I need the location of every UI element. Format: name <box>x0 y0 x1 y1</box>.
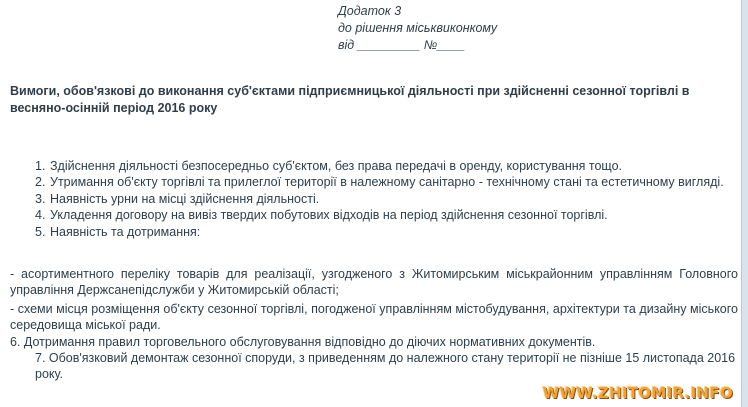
list-item <box>35 191 735 207</box>
site-watermark-logo: WWW.ZHITOMIR.INFO <box>542 384 733 402</box>
item-text: Наявність урни на місці здійснення діяльності. <box>50 191 320 206</box>
requirements-list <box>35 158 735 240</box>
item-seven: 7. Обов'язковий демонтаж сезонної споруди, з приведенням до належного стану території не пізніше 15 листопада 2016 року. <box>35 351 736 382</box>
item-text: Укладення договору на вивіз твердих побутових відходів на період здійснення сезонної торгівлі. <box>50 208 608 223</box>
item-number: 1. <box>35 159 46 173</box>
item-number: 4. <box>35 208 46 223</box>
subitem-assortment: - асортиментного переліку товарів для реалізації, узгодженого з Житомирським міськрайонним управлінням Головного управління Держсанепідслужби у Житомирській області; <box>10 267 738 298</box>
list-item <box>35 207 735 223</box>
item-number: 5. <box>35 224 46 239</box>
item-text: Утримання об'єкту торгівлі та прилеглої території в належному санітарно - технічному стані та естетичному вигляді. <box>50 175 724 190</box>
list-item <box>35 158 735 174</box>
item-number: 3. <box>35 191 46 206</box>
item-text: Наявність та дотримання: <box>50 224 201 239</box>
item-six: 6. Дотримання правил торговельного обслуговування відповідно до діючих нормативних документів. <box>10 335 596 349</box>
document-title: Вимоги, обов'язкові до виконання суб'єктами підприємницької діяльності при здійсненні сезонної торгівлі в весняно-осінній період 2016 року <box>10 84 690 115</box>
annex-date-number: від _________ №____ <box>338 38 466 52</box>
subitem-placement-scheme: - схеми місця розміщення об'єкту сезонної торгівлі, погодженої управлінням містобудування, архітектури та дизайну міського середовища міської ради. <box>10 302 738 333</box>
annex-number: Додаток 3 <box>338 4 402 18</box>
list-item <box>35 174 735 190</box>
item-text: Здійснення діяльності безпосередньо суб'єктом, без права передачі в оренду, користування тощо. <box>50 159 623 173</box>
list-item <box>35 224 735 240</box>
annex-decision: до рішення міськвиконкому <box>338 21 498 35</box>
item-number: 2. <box>35 175 46 190</box>
annex-header <box>338 3 497 54</box>
